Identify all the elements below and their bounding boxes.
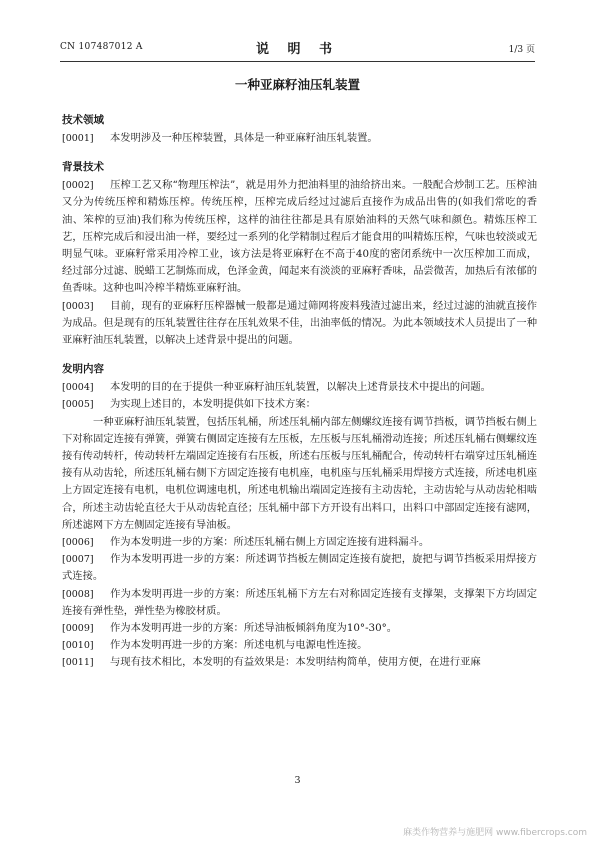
- watermark: 麻类作物营养与施肥网 www.fibercrops.com: [403, 828, 587, 838]
- page-number: 3: [294, 775, 301, 786]
- paragraph-number: [0008]: [62, 588, 94, 600]
- paragraph-text: 为实现上述目的，本发明提供如下技术方案：: [110, 398, 316, 411]
- paragraph-text: 一种亚麻籽油压轧装置，包括压轧桶，所述压轧桶内部左侧螺纹连接有调节挡板，调节挡板右侧上下对称固定连接有弹簧，弹簧右侧固定连接有左压板，左压板与压轧桶滑动连接；所述压轧桶右侧螺纹连接有传动转杆，传动转杆左端固定连接有右压板，所述右压板与压轧桶配合，传动转杆右端穿过压轧桶连接有从动齿轮，所述压轧桶右侧下方固定连接有电机座，电机座与压轧桶采用焊接方式连接，所述电机座上方固定连接有电机，电机位调速电机，所述电机输出端固定连接有主动齿轮，主动齿轮与从动齿轮相啮合，所述主动齿轮直径大于从动齿轮直径；压轧桶中部下方开设有出料口，出料口中部固定连接有滤网，所述滤网下方左侧固定连接有导油板。: [62, 415, 537, 531]
- paragraph-text: 作为本发明再进一步的方案：所述导油板倾斜角度为10°-30°。: [110, 622, 398, 635]
- paragraph-text: 本发明涉及一种压榨装置，具体是一种亚麻籽油压轧装置。: [110, 132, 378, 144]
- paragraph: [62, 379, 537, 396]
- paragraph-text: 目前，现有的亚麻籽压榨器械一般都是通过筛网将废料残渣过滤出来，经过过滤的油就直接作为成品。但是现有的压轧装置往往存在压轧效果不佳，出油率低的情况。为此本领域技术人员提出了一种亚麻籽油压轧装置，以解决上述背景中提出的问题。: [62, 299, 537, 347]
- header-divider: [60, 61, 535, 62]
- paragraph-number: [0009]: [62, 623, 94, 635]
- paragraph-text: 本发明的目的在于提供一种亚麻籽油压轧装置，以解决上述背景技术中提出的问题。: [110, 381, 491, 394]
- page-info: 1/3 页: [508, 45, 535, 55]
- paragraph-number: [0011]: [62, 657, 94, 669]
- paragraph: [62, 586, 537, 620]
- document-title: 一种亚麻籽油压轧装置: [234, 77, 360, 92]
- paragraph-number: [0002]: [62, 180, 94, 192]
- section-gap: [62, 349, 537, 361]
- paragraph-number: [0001]: [62, 133, 94, 144]
- document-body: [62, 112, 537, 672]
- paragraph-number: [0007]: [62, 554, 94, 566]
- paragraph-number: [0003]: [62, 300, 94, 312]
- paragraph: [62, 637, 537, 654]
- paragraph: [62, 654, 537, 671]
- paragraph-text: 作为本发明再进一步的方案：所述调节挡板左侧固定连接有旋把，旋把与调节挡板采用焊接方式连接。: [62, 553, 537, 583]
- paragraph-number: [0006]: [62, 537, 94, 549]
- doc-number: CN 107487012 A: [60, 42, 143, 52]
- paragraph: [62, 414, 537, 534]
- paragraph: [62, 177, 537, 297]
- header-title: 说 明 书: [255, 42, 340, 57]
- paragraph: [62, 130, 537, 147]
- paragraph: [62, 396, 537, 413]
- section-heading: 技术领域: [62, 114, 104, 126]
- paragraph-text: 压榨工艺又称“物理压榨法”，就是用外力把油料里的油给挤出来。一般配合炒制工艺。压榨油又分为传统压榨和精炼压榨。传统压榨，压榨完成后经过过滤后直接作为成品出售的(如我们常吃的香油、笨榨的豆油)我们称为传统压榨，这样的油往往都是具有原始油料的天然气味和颜色。精炼压榨工艺，压榨完成后和浸出油一样，要经过一系列的化学精制过程后才能食用的叫精炼压榨，气味也较淡或无明显气味。亚麻籽常采用冷榨工业，该方法是将亚麻籽在不高于40度的密闭系统中一次压榨加工而成，经过部分过滤、脱蜡工艺制炼而成，色泽金黄，闻起来有淡淡的亚麻籽香味，品尝微苦，加热后有浓郁的鱼香味。这种也叫冷榨半精炼亚麻籽油。: [62, 179, 537, 295]
- page-header: [0, 38, 595, 58]
- paragraph: [62, 620, 537, 637]
- section-gap: [62, 147, 537, 159]
- section-heading: 背景技术: [62, 161, 104, 174]
- paragraph-number: [0004]: [62, 382, 94, 394]
- section-heading: 发明内容: [62, 363, 104, 376]
- paragraph: [62, 551, 537, 585]
- paragraph-text: 作为本发明再进一步的方案：所述压轧桶下方左右对称固定连接有支撑架，支撑架下方均固定连接有弹性垫，弹性垫为橡胶材质。: [62, 587, 537, 617]
- paragraph-text: 作为本发明再进一步的方案：所述电机与电源电性连接。: [110, 639, 368, 652]
- paragraph-number: [0005]: [62, 399, 94, 411]
- paragraph-text: 与现有技术相比，本发明的有益效果是：本发明结构简单，使用方便，在进行亚麻: [110, 656, 481, 669]
- paragraph: [62, 298, 537, 350]
- paragraph: [62, 534, 537, 551]
- paragraph-text: 作为本发明进一步的方案：所述压轧桶右侧上方固定连接有进料漏斗。: [110, 536, 430, 549]
- paragraph-number: [0010]: [62, 640, 94, 652]
